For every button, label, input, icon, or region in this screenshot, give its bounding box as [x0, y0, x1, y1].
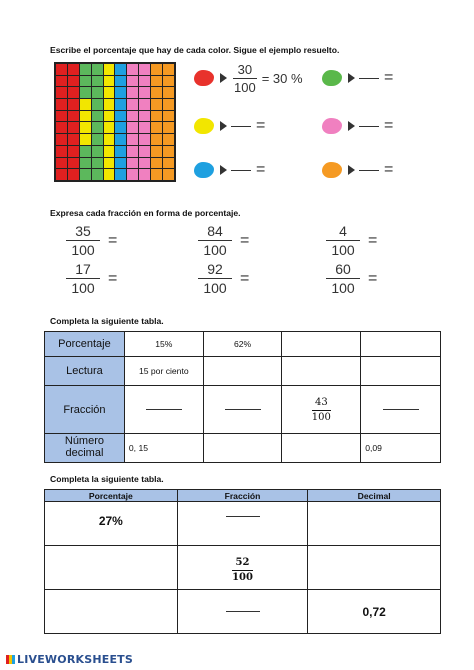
grid-cell [56, 87, 67, 98]
grid-cell [163, 169, 174, 180]
grid-cell [80, 111, 91, 122]
cell-blank-fraction[interactable] [177, 590, 308, 634]
equals-sign: = [384, 69, 394, 86]
grid-cell [68, 87, 79, 98]
grid-cell [127, 111, 138, 122]
fraction-denominator: 100 [331, 242, 355, 258]
fraction-item [198, 224, 249, 257]
grid-cell [163, 134, 174, 145]
fraction-item [198, 262, 249, 295]
grid-cell [115, 146, 126, 157]
cell-value: 15 por ciento [124, 357, 203, 386]
grid-cell [92, 122, 103, 133]
equals-sign: = [368, 269, 378, 287]
color-item [194, 112, 265, 140]
grid-cell [68, 122, 79, 133]
table-header-row [45, 490, 441, 502]
grid-cell [139, 169, 150, 180]
grid-cell [139, 134, 150, 145]
grid-cell [163, 99, 174, 110]
fraction-denominator: 100 [71, 242, 95, 258]
hundred-grid [54, 62, 176, 182]
color-item [322, 156, 393, 184]
fraction-numerator: 52 [235, 557, 250, 568]
answer-blank[interactable] [231, 126, 251, 127]
table-percentage-reading [44, 331, 441, 463]
header-fraccion: Fracción [177, 490, 308, 502]
fraction [326, 224, 360, 257]
row-label-porcentaje: Porcentaje [45, 332, 125, 357]
fraction-numerator: 43 [314, 396, 328, 408]
grid-cell [56, 99, 67, 110]
grid-cell [80, 64, 91, 75]
cell-blank[interactable] [282, 434, 361, 463]
table-row [45, 546, 441, 590]
arrow-right-icon [220, 121, 227, 131]
grid-cell [80, 146, 91, 157]
grid-cell [115, 169, 126, 180]
grid-cell [115, 158, 126, 169]
fraction-item [66, 224, 117, 257]
grid-cell [56, 76, 67, 87]
grid-cell [139, 87, 150, 98]
grid-cell [139, 99, 150, 110]
fraction-denominator: 100 [203, 280, 227, 296]
grid-cell [56, 64, 67, 75]
paint-blob-icon [194, 70, 214, 86]
grid-cell [115, 76, 126, 87]
row-label-fraccion: Fracción [45, 386, 125, 434]
equals-sign: = [240, 269, 250, 287]
color-item [194, 156, 265, 184]
grid-cell [104, 76, 115, 87]
fraction-numerator: 30 [237, 61, 253, 77]
answer-blank[interactable] [231, 170, 251, 171]
color-item [322, 64, 393, 92]
grid-cell [127, 169, 138, 180]
grid-cell [151, 169, 162, 180]
paint-blob-icon [194, 118, 214, 134]
fraction-denominator: 100 [203, 242, 227, 258]
grid-cell [56, 134, 67, 145]
grid-cell [163, 146, 174, 157]
grid-cell [92, 99, 103, 110]
grid-cell [92, 146, 103, 157]
grid-cell [139, 122, 150, 133]
equals-sign: = [256, 161, 266, 178]
fraction-numerator: 17 [75, 261, 91, 277]
equals-sign: = [256, 117, 266, 134]
grid-cell [56, 122, 67, 133]
answer-blank[interactable] [359, 170, 379, 171]
grid-cell [80, 76, 91, 87]
grid-cell [127, 76, 138, 87]
fraction [198, 224, 232, 257]
grid-cell [104, 111, 115, 122]
grid-cell [163, 76, 174, 87]
paint-blob-icon [322, 118, 342, 134]
row-label-decimal: Número decimal [45, 434, 125, 463]
answer-blank[interactable] [359, 78, 379, 79]
logo-icon [6, 655, 15, 664]
grid-cell [115, 64, 126, 75]
cell-blank[interactable] [361, 357, 441, 386]
grid-cell [115, 99, 126, 110]
fraction-denominator: 100 [234, 79, 256, 95]
grid-cell [139, 64, 150, 75]
cell-blank[interactable] [282, 357, 361, 386]
arrow-right-icon [348, 73, 355, 83]
arrow-right-icon [348, 165, 355, 175]
grid-cell [115, 111, 126, 122]
cell-blank[interactable] [308, 502, 441, 546]
grid-cell [80, 158, 91, 169]
grid-cell [151, 146, 162, 157]
grid-cell [68, 146, 79, 157]
grid-cell [139, 76, 150, 87]
instruction-fraction-to-percentage: Expresa cada fracción en forma de porcentaje. [50, 208, 241, 218]
equals-sign: = [108, 269, 118, 287]
grid-cell [80, 134, 91, 145]
footer-brand: LIVEWORKSHEETS [17, 653, 133, 666]
cell-blank[interactable] [45, 590, 178, 634]
grid-cell [104, 87, 115, 98]
fraction-numerator: 84 [207, 223, 223, 239]
header-porcentaje: Porcentaje [45, 490, 178, 502]
header-decimal: Decimal [308, 490, 441, 502]
cell-value: 62% [203, 332, 282, 357]
grid-cell [127, 64, 138, 75]
row-label-lectura: Lectura [45, 357, 125, 386]
grid-cell [163, 87, 174, 98]
grid-cell [163, 158, 174, 169]
color-item [194, 61, 303, 95]
grid-cell [127, 158, 138, 169]
equals-sign: = [384, 117, 394, 134]
cell-fraction [282, 386, 361, 434]
fraction-numerator: 35 [75, 223, 91, 239]
grid-cell [68, 134, 79, 145]
cell-value: 0,09 [361, 434, 441, 463]
grid-cell [68, 76, 79, 87]
grid-cell [68, 111, 79, 122]
fraction [232, 558, 253, 583]
grid-cell [68, 99, 79, 110]
grid-cell [163, 64, 174, 75]
grid-cell [92, 134, 103, 145]
equals-sign: = [368, 231, 378, 249]
grid-cell [151, 64, 162, 75]
table-row [45, 590, 441, 634]
cell-value: 0, 15 [124, 434, 203, 463]
grid-cell [80, 87, 91, 98]
grid-cell [163, 122, 174, 133]
table-row [45, 357, 441, 386]
fraction [233, 63, 257, 94]
cell-blank-fraction[interactable] [361, 386, 441, 434]
cell-blank[interactable] [203, 357, 282, 386]
cell-blank[interactable] [308, 546, 441, 590]
grid-cell [151, 158, 162, 169]
grid-cell [151, 76, 162, 87]
equals-sign: = [108, 231, 118, 249]
grid-cell [104, 134, 115, 145]
fraction-item [66, 262, 117, 295]
grid-cell [127, 99, 138, 110]
color-item [322, 112, 393, 140]
answer-blank[interactable] [359, 126, 379, 127]
fraction-numerator: 92 [207, 261, 223, 277]
grid-cell [127, 87, 138, 98]
grid-cell [151, 87, 162, 98]
table-row [45, 434, 441, 463]
grid-cell [56, 146, 67, 157]
grid-cell [127, 122, 138, 133]
grid-cell [56, 158, 67, 169]
fraction-numerator: 4 [339, 223, 347, 239]
grid-cell [115, 134, 126, 145]
grid-cell [139, 158, 150, 169]
cell-blank[interactable] [282, 332, 361, 357]
instruction-percentage-colors: Escribe el porcentaje que hay de cada color. Sigue el ejemplo resuelto. [50, 45, 340, 55]
fraction-denominator: 100 [331, 280, 355, 296]
paint-blob-icon [322, 162, 342, 178]
fraction-denominator: 100 [311, 411, 331, 423]
cell-blank-fraction[interactable] [177, 502, 308, 546]
table-row [45, 332, 441, 357]
grid-cell [115, 87, 126, 98]
grid-cell [92, 169, 103, 180]
grid-cell [139, 111, 150, 122]
grid-cell [104, 122, 115, 133]
grid-cell [151, 99, 162, 110]
grid-cell [104, 169, 115, 180]
fraction-numerator: 60 [335, 261, 351, 277]
grid-cell [92, 111, 103, 122]
fraction-denominator: 100 [71, 280, 95, 296]
arrow-right-icon [220, 73, 227, 83]
cell-value: 27% [45, 502, 178, 546]
grid-cell [139, 146, 150, 157]
table-percent-fraction-decimal [44, 489, 441, 634]
fraction [66, 224, 100, 257]
instruction-complete-table-2: Completa la siguiente tabla. [50, 474, 164, 484]
arrow-right-icon [348, 121, 355, 131]
grid-cell [68, 169, 79, 180]
grid-cell [104, 64, 115, 75]
cell-blank[interactable] [45, 546, 178, 590]
cell-fraction [177, 546, 308, 590]
result-text: = 30 % [261, 70, 303, 86]
grid-cell [104, 158, 115, 169]
grid-cell [80, 122, 91, 133]
grid-cell [92, 158, 103, 169]
grid-cell [104, 146, 115, 157]
cell-blank[interactable] [361, 332, 441, 357]
grid-cell [151, 111, 162, 122]
fraction [312, 398, 331, 423]
grid-cell [68, 158, 79, 169]
fraction [198, 262, 232, 295]
grid-cell [115, 122, 126, 133]
grid-cell [151, 122, 162, 133]
paint-blob-icon [322, 70, 342, 86]
grid-cell [163, 111, 174, 122]
cell-blank-fraction[interactable] [203, 386, 282, 434]
fraction-denominator: 100 [232, 572, 253, 583]
equals-sign: = [240, 231, 250, 249]
cell-value: 15% [124, 332, 203, 357]
equals-sign: = [384, 161, 394, 178]
grid-cell [92, 87, 103, 98]
grid-cell [68, 64, 79, 75]
table-row [45, 502, 441, 546]
instruction-complete-table-1: Completa la siguiente tabla. [50, 316, 164, 326]
cell-blank[interactable] [203, 434, 282, 463]
fraction-item [326, 262, 377, 295]
grid-cell [151, 134, 162, 145]
fraction [66, 262, 100, 295]
paint-blob-icon [194, 162, 214, 178]
fraction [326, 262, 360, 295]
grid-cell [80, 99, 91, 110]
table-row [45, 386, 441, 434]
grid-cell [104, 99, 115, 110]
grid-cell [92, 76, 103, 87]
grid-cell [92, 64, 103, 75]
cell-value: 0,72 [308, 590, 441, 634]
grid-cell [127, 146, 138, 157]
fraction-item [326, 224, 377, 257]
grid-cell [56, 169, 67, 180]
grid-cell [56, 111, 67, 122]
grid-cell [80, 169, 91, 180]
liveworksheets-logo [6, 653, 133, 666]
arrow-right-icon [220, 165, 227, 175]
grid-cell [127, 134, 138, 145]
cell-blank-fraction[interactable] [124, 386, 203, 434]
